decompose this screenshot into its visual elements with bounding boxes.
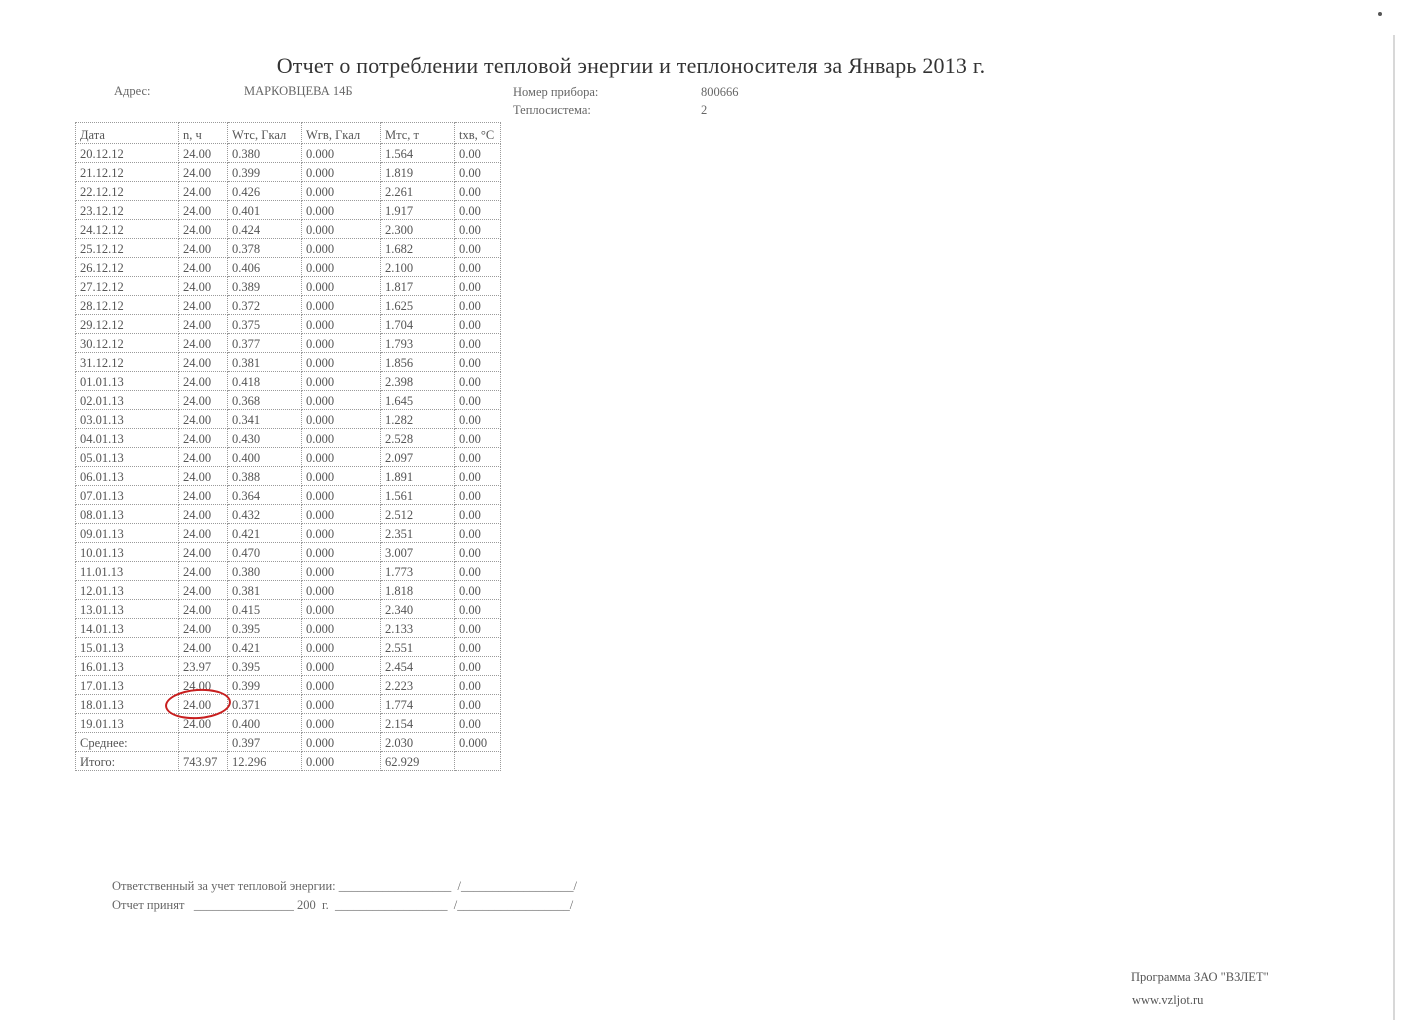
table-cell: 0.470 [228, 543, 302, 562]
vendor-website: www.vzljot.ru [1132, 993, 1204, 1007]
table-cell: 1.682 [381, 239, 455, 258]
table-row [76, 524, 501, 543]
table-cell: 05.01.13 [76, 448, 179, 467]
table-cell: 20.12.12 [76, 144, 179, 163]
table-cell: 0.00 [455, 410, 501, 429]
table-cell: 0.000 [302, 144, 381, 163]
table-cell: 1.773 [381, 562, 455, 581]
table-row [76, 619, 501, 638]
table-cell: 0.00 [455, 695, 501, 714]
table-cell: 0.00 [455, 220, 501, 239]
heat-system-value: 2 [701, 103, 708, 117]
table-cell: 0.421 [228, 638, 302, 657]
table-cell: 24.00 [179, 315, 228, 334]
table-cell: 14.01.13 [76, 619, 179, 638]
column-header-hours: n, ч [179, 123, 228, 144]
table-cell [179, 733, 228, 752]
table-row [76, 467, 501, 486]
table-cell: 06.01.13 [76, 467, 179, 486]
table-cell: 30.12.12 [76, 334, 179, 353]
table-row [76, 676, 501, 695]
table-row [76, 296, 501, 315]
table-cell: 08.01.13 [76, 505, 179, 524]
table-row [76, 163, 501, 182]
table-cell: 0.000 [302, 201, 381, 220]
table-cell: 24.00 [179, 239, 228, 258]
table-row [76, 448, 501, 467]
table-cell: 0.00 [455, 334, 501, 353]
table-cell: 2.223 [381, 676, 455, 695]
table-cell: 0.415 [228, 600, 302, 619]
table-cell: 2.528 [381, 429, 455, 448]
table-row [76, 372, 501, 391]
table-cell: 24.00 [179, 505, 228, 524]
table-cell: 24.00 [179, 144, 228, 163]
table-cell: 2.100 [381, 258, 455, 277]
table-cell: 12.01.13 [76, 581, 179, 600]
table-cell: 24.00 [179, 562, 228, 581]
table-cell: 24.00 [179, 410, 228, 429]
table-cell: 2.030 [381, 733, 455, 752]
table-cell: 0.000 [302, 714, 381, 733]
table-body [76, 144, 501, 771]
scan-speck [1378, 12, 1382, 16]
table-cell: 1.793 [381, 334, 455, 353]
table-cell: 0.000 [302, 467, 381, 486]
table-cell: 0.000 [302, 581, 381, 600]
column-header-mass: Мтс, т [381, 123, 455, 144]
table-row [76, 334, 501, 353]
table-cell: 0.000 [302, 505, 381, 524]
table-cell: 24.00 [179, 201, 228, 220]
table-cell: 11.01.13 [76, 562, 179, 581]
table-cell: 0.000 [302, 524, 381, 543]
table-row [76, 600, 501, 619]
table-cell: 0.000 [302, 315, 381, 334]
table-average-row [76, 733, 501, 752]
table-row [76, 239, 501, 258]
table-cell: 0.000 [302, 429, 381, 448]
table-cell: 0.388 [228, 467, 302, 486]
table-cell: 0.432 [228, 505, 302, 524]
device-number-label: Номер прибора: [513, 85, 599, 99]
table-row [76, 638, 501, 657]
table-cell: 2.454 [381, 657, 455, 676]
table-row [76, 562, 501, 581]
table-cell: 0.395 [228, 619, 302, 638]
table-cell: 0.000 [302, 676, 381, 695]
table-cell: 02.01.13 [76, 391, 179, 410]
table-cell: 0.364 [228, 486, 302, 505]
table-cell: 07.01.13 [76, 486, 179, 505]
table-cell: 2.551 [381, 638, 455, 657]
table-cell: 1.561 [381, 486, 455, 505]
table-cell: 0.000 [302, 239, 381, 258]
table-cell: 0.00 [455, 562, 501, 581]
column-header-heat-energy: Wтс, Гкал [228, 123, 302, 144]
table-cell: 0.00 [455, 296, 501, 315]
table-cell: 1.564 [381, 144, 455, 163]
table-row [76, 695, 501, 714]
table-cell: 0.421 [228, 524, 302, 543]
table-row [76, 714, 501, 733]
table-cell: 24.00 [179, 524, 228, 543]
table-cell: 743.97 [179, 752, 228, 771]
table-cell: 0.00 [455, 505, 501, 524]
table-cell: 2.340 [381, 600, 455, 619]
table-cell: 23.97 [179, 657, 228, 676]
table-cell: 24.00 [179, 581, 228, 600]
table-cell: 0.00 [455, 543, 501, 562]
table-row [76, 144, 501, 163]
table-row [76, 201, 501, 220]
table-cell: 0.406 [228, 258, 302, 277]
table-cell: 09.01.13 [76, 524, 179, 543]
table-cell: 24.00 [179, 220, 228, 239]
device-number-value: 800666 [701, 85, 739, 99]
table-cell: 2.154 [381, 714, 455, 733]
table-cell: 0.00 [455, 144, 501, 163]
table-cell: 31.12.12 [76, 353, 179, 372]
table-cell: 0.000 [302, 258, 381, 277]
address-value: МАРКОВЦЕВА 14Б [244, 84, 353, 98]
table-cell: 0.000 [302, 372, 381, 391]
table-cell: 24.00 [179, 163, 228, 182]
table-cell: 1.625 [381, 296, 455, 315]
table-cell: 0.00 [455, 353, 501, 372]
table-cell: 26.12.12 [76, 258, 179, 277]
table-cell: 0.000 [302, 182, 381, 201]
table-cell: 24.00 [179, 353, 228, 372]
table-cell: 24.00 [179, 619, 228, 638]
table-cell: 0.000 [302, 163, 381, 182]
table-cell: 0.00 [455, 315, 501, 334]
table-cell: 0.000 [302, 619, 381, 638]
table-row [76, 220, 501, 239]
table-cell: 0.000 [302, 562, 381, 581]
table-cell: 0.424 [228, 220, 302, 239]
table-cell: 29.12.12 [76, 315, 179, 334]
table-cell: 0.00 [455, 600, 501, 619]
table-cell: 0.000 [302, 448, 381, 467]
table-cell: 0.399 [228, 163, 302, 182]
table-cell: 0.00 [455, 277, 501, 296]
table-cell: 0.00 [455, 239, 501, 258]
table-cell: 04.01.13 [76, 429, 179, 448]
table-cell: 0.00 [455, 467, 501, 486]
table-row [76, 581, 501, 600]
table-cell: 12.296 [228, 752, 302, 771]
table-cell: 24.00 [179, 714, 228, 733]
table-cell: 01.01.13 [76, 372, 179, 391]
heat-system-label: Теплосистема: [513, 103, 591, 117]
table-cell: 2.300 [381, 220, 455, 239]
table-cell: 0.377 [228, 334, 302, 353]
table-cell: 0.368 [228, 391, 302, 410]
table-cell: 3.007 [381, 543, 455, 562]
table-row [76, 410, 501, 429]
responsible-signature-line: Ответственный за учет тепловой энергии: __________________ /__________________/ [112, 879, 577, 893]
table-cell: 0.000 [302, 353, 381, 372]
table-cell: 24.00 [179, 182, 228, 201]
table-cell: 1.819 [381, 163, 455, 182]
table-row [76, 657, 501, 676]
table-cell: 15.01.13 [76, 638, 179, 657]
table-cell: 0.00 [455, 581, 501, 600]
table-cell: Среднее: [76, 733, 179, 752]
address-label: Адрес: [114, 84, 151, 98]
table-cell: 0.341 [228, 410, 302, 429]
table-cell: 0.00 [455, 372, 501, 391]
table-total-row [76, 752, 501, 771]
table-cell: 24.00 [179, 258, 228, 277]
table-cell: 0.000 [302, 752, 381, 771]
table-cell: 0.400 [228, 448, 302, 467]
table-cell: 0.400 [228, 714, 302, 733]
table-cell: 24.00 [179, 448, 228, 467]
table-cell: 0.418 [228, 372, 302, 391]
accepted-signature-line: Отчет принят ________________ 200 г. __________________ /__________________/ [112, 898, 574, 912]
table-cell: 1.774 [381, 695, 455, 714]
table-cell: 0.000 [302, 296, 381, 315]
table-cell: 0.000 [302, 695, 381, 714]
table-cell: 2.097 [381, 448, 455, 467]
table-cell: 2.133 [381, 619, 455, 638]
table-cell: 0.00 [455, 258, 501, 277]
table-row [76, 353, 501, 372]
table-cell: 24.00 [179, 676, 228, 695]
table-cell: 2.512 [381, 505, 455, 524]
table-cell: 0.426 [228, 182, 302, 201]
table-cell: 24.12.12 [76, 220, 179, 239]
table-cell: 28.12.12 [76, 296, 179, 315]
table-cell: 1.282 [381, 410, 455, 429]
table-cell: 03.01.13 [76, 410, 179, 429]
table-row [76, 391, 501, 410]
table-cell: 0.00 [455, 714, 501, 733]
table-row [76, 505, 501, 524]
table-cell: 0.00 [455, 201, 501, 220]
table-cell: 0.372 [228, 296, 302, 315]
table-cell: 0.381 [228, 353, 302, 372]
table-cell: 24.00 [179, 277, 228, 296]
table-cell: 24.00 [179, 334, 228, 353]
table-cell: 2.398 [381, 372, 455, 391]
table-cell: 0.000 [302, 486, 381, 505]
table-cell: Итого: [76, 752, 179, 771]
table-cell: 0.000 [302, 391, 381, 410]
table-cell: 10.01.13 [76, 543, 179, 562]
table-cell: 24.00 [179, 486, 228, 505]
table-cell: 22.12.12 [76, 182, 179, 201]
table-cell: 0.000 [302, 733, 381, 752]
table-cell: 18.01.13 [76, 695, 179, 714]
table-cell: 25.12.12 [76, 239, 179, 258]
table-cell: 23.12.12 [76, 201, 179, 220]
table-cell: 0.000 [455, 733, 501, 752]
table-row [76, 429, 501, 448]
table-cell: 0.389 [228, 277, 302, 296]
table-cell: 0.430 [228, 429, 302, 448]
table-cell: 24.00 [179, 429, 228, 448]
table-cell: 24.00 [179, 695, 228, 714]
table-cell: 2.351 [381, 524, 455, 543]
table-cell: 16.01.13 [76, 657, 179, 676]
table-cell: 0.395 [228, 657, 302, 676]
table-cell: 24.00 [179, 296, 228, 315]
table-cell: 0.378 [228, 239, 302, 258]
table-cell [455, 752, 501, 771]
table-row [76, 486, 501, 505]
table-cell: 1.704 [381, 315, 455, 334]
table-cell: 0.000 [302, 543, 381, 562]
program-credit: Программа ЗАО "ВЗЛЕТ" [1131, 970, 1269, 984]
table-cell: 0.000 [302, 334, 381, 353]
table-cell: 1.917 [381, 201, 455, 220]
table-cell: 0.000 [302, 638, 381, 657]
table-cell: 13.01.13 [76, 600, 179, 619]
table-cell: 0.380 [228, 562, 302, 581]
table-cell: 0.381 [228, 581, 302, 600]
table-cell: 27.12.12 [76, 277, 179, 296]
table-cell: 0.401 [228, 201, 302, 220]
table-cell: 0.371 [228, 695, 302, 714]
table-cell: 0.000 [302, 600, 381, 619]
table-cell: 0.00 [455, 163, 501, 182]
table-cell: 0.00 [455, 391, 501, 410]
table-cell: 24.00 [179, 372, 228, 391]
column-header-hot-water-energy: Wгв, Гкал [302, 123, 381, 144]
scan-edge-line [1393, 35, 1395, 1020]
table-cell: 2.261 [381, 182, 455, 201]
table-cell: 0.00 [455, 524, 501, 543]
table-cell: 24.00 [179, 391, 228, 410]
table-cell: 62.929 [381, 752, 455, 771]
table-header-row [76, 123, 501, 144]
table-cell: 0.000 [302, 277, 381, 296]
table-cell: 21.12.12 [76, 163, 179, 182]
table-cell: 1.818 [381, 581, 455, 600]
table-cell: 1.817 [381, 277, 455, 296]
table-row [76, 277, 501, 296]
table-cell: 0.00 [455, 448, 501, 467]
table-row [76, 258, 501, 277]
table-cell: 17.01.13 [76, 676, 179, 695]
table-cell: 0.375 [228, 315, 302, 334]
table-row [76, 315, 501, 334]
table-cell: 0.000 [302, 410, 381, 429]
table-cell: 0.000 [302, 220, 381, 239]
table-cell: 0.00 [455, 486, 501, 505]
table-cell: 0.00 [455, 619, 501, 638]
table-cell: 1.891 [381, 467, 455, 486]
consumption-table [75, 122, 501, 771]
table-cell: 0.00 [455, 676, 501, 695]
table-cell: 24.00 [179, 638, 228, 657]
table-cell: 24.00 [179, 543, 228, 562]
table-cell: 19.01.13 [76, 714, 179, 733]
table-cell: 24.00 [179, 467, 228, 486]
table-cell: 0.00 [455, 429, 501, 448]
table-cell: 0.00 [455, 638, 501, 657]
column-header-cold-water-temp: tхв, °C [455, 123, 501, 144]
table-cell: 0.00 [455, 182, 501, 201]
table-cell: 0.380 [228, 144, 302, 163]
table-cell: 0.399 [228, 676, 302, 695]
table-row [76, 543, 501, 562]
table-cell: 24.00 [179, 600, 228, 619]
table-row [76, 182, 501, 201]
table-cell: 0.397 [228, 733, 302, 752]
table-cell: 1.645 [381, 391, 455, 410]
table-cell: 0.000 [302, 657, 381, 676]
report-title: Отчет о потреблении тепловой энергии и теплоносителя за Январь 2013 г. [276, 53, 986, 78]
table-cell: 0.00 [455, 657, 501, 676]
column-header-date: Дата [76, 123, 179, 144]
table-cell: 1.856 [381, 353, 455, 372]
